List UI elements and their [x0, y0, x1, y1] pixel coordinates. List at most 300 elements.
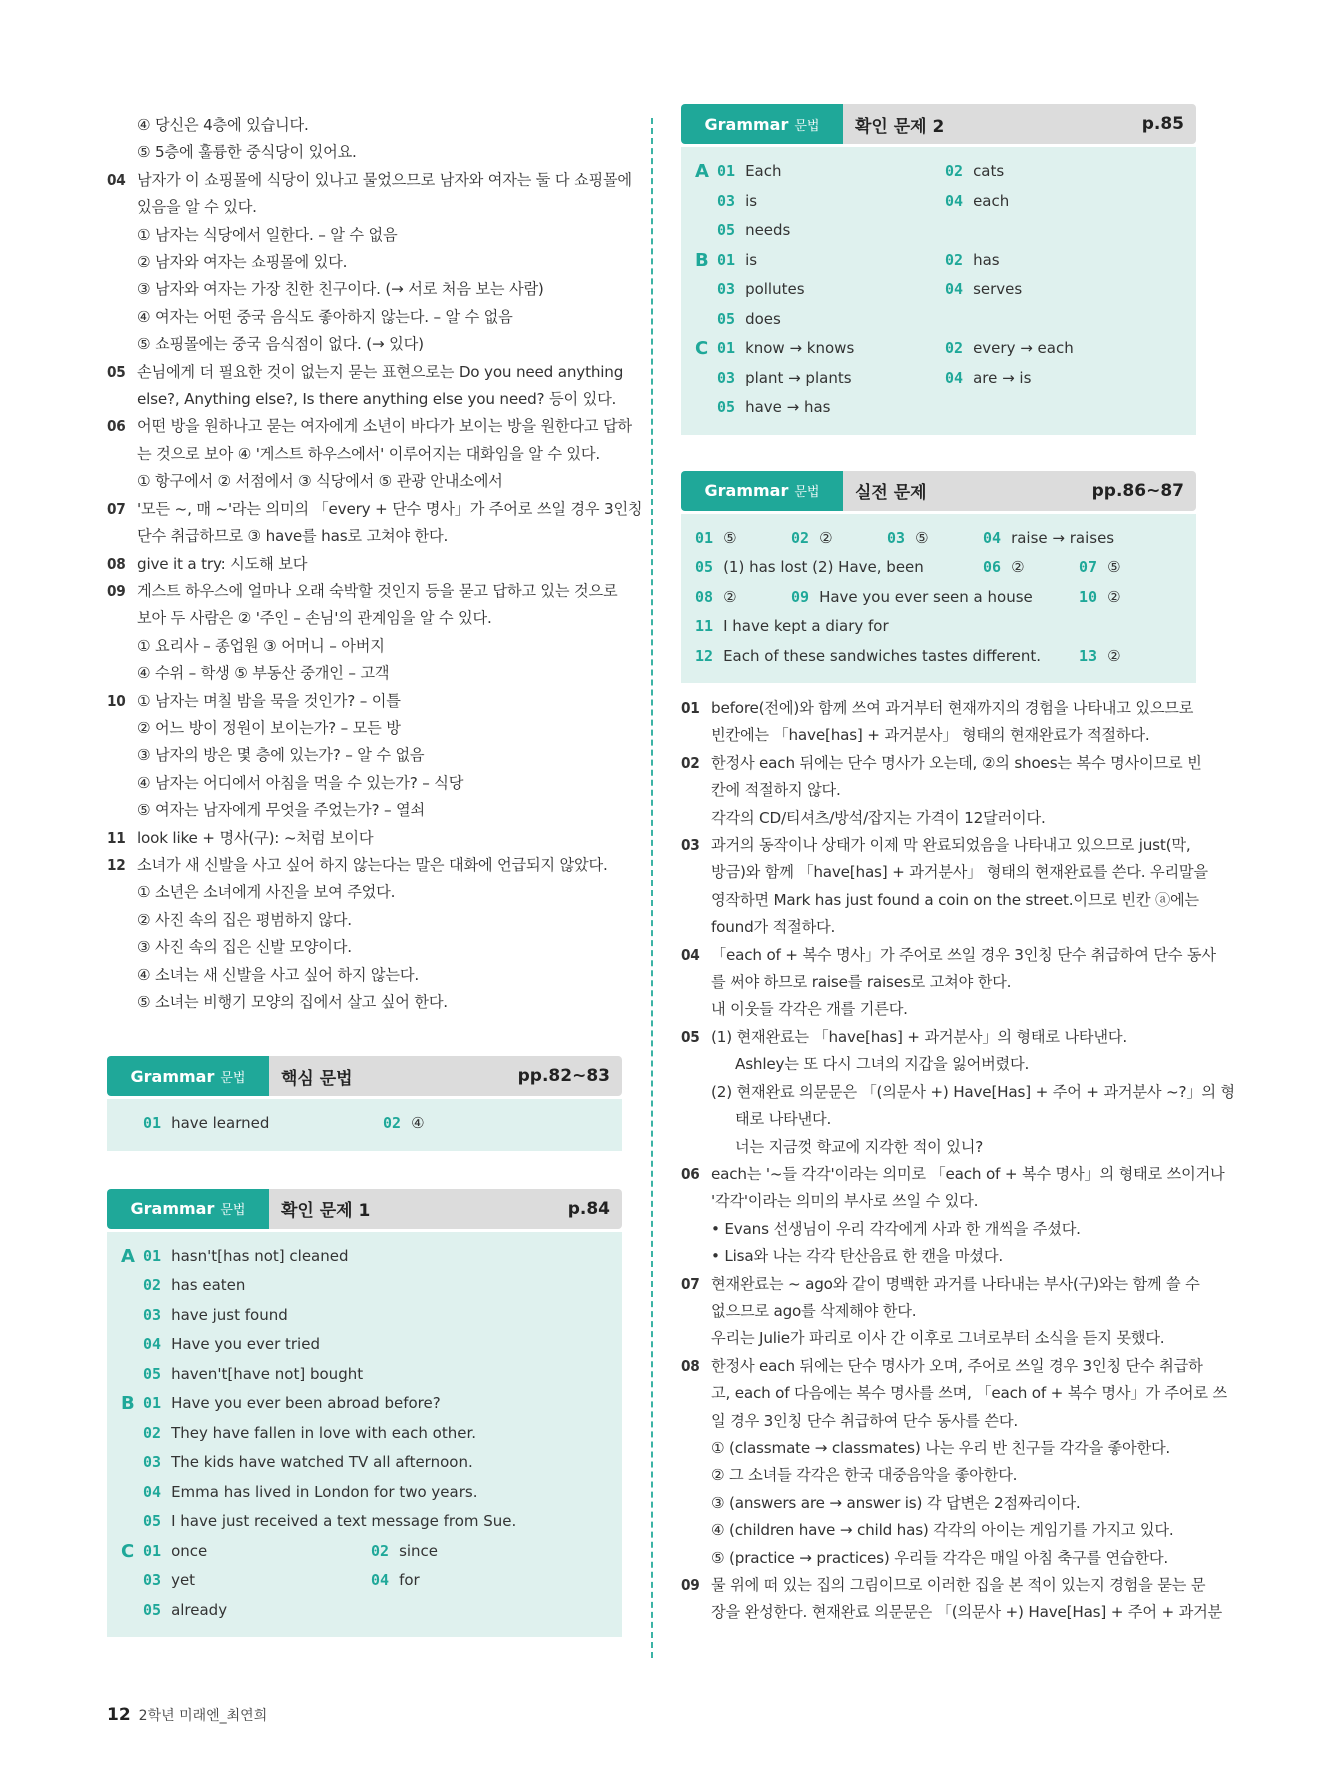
explanation-line	[107, 249, 622, 276]
explanation-line	[681, 1216, 1196, 1243]
item-number: 02	[681, 753, 700, 772]
line-text: 어떤 방을 원하나고 묻는 여자에게 소년이 바다가 보이는 방을 원한다고 답하	[137, 417, 632, 436]
answer-number: 04	[945, 191, 964, 210]
explanation-line	[107, 715, 622, 742]
section-header	[681, 104, 1196, 144]
item-number: 08	[107, 554, 126, 573]
answer-row	[695, 157, 1196, 187]
part-letter	[695, 275, 717, 305]
line-text: 우리는 Julie가 파리로 이사 간 이후로 그녀로부터 소식을 듣지 못했다.	[711, 1329, 1165, 1348]
answer-row	[695, 246, 1196, 276]
section-check-2	[681, 104, 1196, 435]
item-number: 09	[107, 581, 126, 600]
answer-text: ②	[1011, 558, 1025, 576]
part-letter	[695, 305, 717, 335]
line-text: 장을 완성한다. 현재완료 의문문은 「(의문사 +) Have[Has] + 주어 + 과거분	[711, 1603, 1223, 1622]
part-letter	[121, 1109, 143, 1139]
explanation-line	[681, 942, 1216, 969]
line-text: ④ (children have → child has) 각각의 아이는 게임기를 가지고 있다.	[711, 1521, 1174, 1540]
answer-number: 04	[143, 1335, 162, 1354]
explanation-line	[107, 989, 622, 1016]
munbeop-word: 문법	[220, 1070, 246, 1086]
answer-number: 03	[717, 191, 736, 210]
answer-item	[143, 1109, 383, 1139]
line-text: '모든 ~, 매 ~'라는 의미의 「every + 단수 명사」가 주어로 쓰일 경우 3인칭	[137, 499, 643, 518]
answer-item	[717, 275, 945, 305]
answer-row	[695, 583, 1196, 613]
answer-text: yet	[171, 1571, 196, 1590]
explanation-line	[681, 1517, 1196, 1544]
answer-item	[1079, 642, 1175, 672]
answer-text: know → knows	[745, 339, 855, 357]
explanation-line	[681, 887, 1199, 914]
left-explanations	[107, 112, 643, 1016]
answer-text: each	[973, 191, 1010, 210]
answer-text: Emma has lived in London for two years.	[171, 1482, 478, 1501]
answer-item	[717, 334, 945, 364]
explanation-line	[107, 633, 622, 660]
answer-text: pollutes	[745, 280, 805, 298]
item-number: 06	[107, 417, 126, 436]
answer-row	[121, 1389, 622, 1419]
answer-item	[695, 553, 983, 583]
line-text: give it a try: 시도해 보다	[137, 554, 308, 573]
section-page-ref: p.84	[567, 1198, 610, 1219]
answer-text: serves	[973, 280, 1023, 298]
answer-text: is	[745, 191, 758, 210]
line-text: ③ 남자의 방은 몇 층에 있는가? – 알 수 없음	[137, 746, 425, 765]
answer-text: The kids have watched TV all afternoon.	[171, 1453, 473, 1472]
item-number: 08	[681, 1356, 700, 1375]
item-number: 12	[107, 855, 126, 874]
explanation-line	[107, 852, 622, 879]
answer-number: 01	[143, 1114, 162, 1133]
answer-number: 05	[717, 309, 736, 328]
part-letter	[695, 364, 717, 394]
explanation-line	[681, 1079, 1235, 1106]
answer-text: I have kept a diary for	[723, 617, 889, 635]
line-text: ⑤ (practice → practices) 우리들 각각은 매일 아침 축구를 연습한다.	[711, 1548, 1169, 1567]
line-text: ① 남자는 며칠 밤을 묵을 것인가? – 이틀	[137, 691, 401, 710]
line-text: 소녀가 새 신발을 사고 싶어 하지 않는다는 말은 대화에 언급되지 않았다.	[137, 855, 608, 874]
answer-item	[945, 275, 1145, 305]
section-page-ref: pp.82~83	[517, 1066, 610, 1087]
answer-item	[945, 246, 1145, 276]
line-text: 현재완료는 ~ ago와 같이 명백한 과거를 나타내는 부사(구)와는 함께 쓸 수	[711, 1274, 1200, 1293]
answer-number: 03	[717, 280, 736, 298]
explanation-line	[107, 797, 622, 824]
answer-item	[983, 553, 1079, 583]
answer-row	[695, 553, 1196, 583]
line-text: Ashley는 또 다시 그녀의 지갑을 잃어버렸다.	[735, 1055, 1030, 1074]
line-text: 「each of + 복수 명사」가 주어로 쓰일 경우 3인칭 단수 취급하여 단수 동사	[711, 945, 1216, 964]
answer-text: Each of these sandwiches tastes different.	[723, 646, 1041, 665]
item-number: 10	[107, 691, 126, 710]
answer-number: 01	[143, 1541, 162, 1560]
explanation-line	[107, 660, 622, 687]
section-header	[681, 471, 1196, 511]
answer-text: ④	[411, 1114, 425, 1133]
item-number: 05	[107, 362, 126, 381]
answer-item	[371, 1537, 571, 1567]
answer-text: has eaten	[171, 1276, 246, 1295]
answer-row	[695, 216, 1196, 246]
item-number: 04	[681, 945, 700, 964]
answer-item	[945, 187, 1145, 217]
part-letter	[121, 1360, 143, 1390]
line-text: look like + 명사(구): ~처럼 보이다	[137, 828, 374, 847]
answer-number: 03	[143, 1453, 162, 1472]
explanation-line	[107, 523, 622, 550]
answer-row	[695, 642, 1196, 672]
answer-row	[695, 524, 1196, 554]
answer-text: ②	[819, 528, 833, 547]
part-letter	[695, 187, 717, 217]
answer-number: 02	[371, 1541, 390, 1560]
section-page-ref: p.85	[1141, 114, 1184, 134]
answer-row	[121, 1419, 622, 1449]
item-number: 03	[681, 836, 700, 855]
answer-number: 06	[983, 558, 1002, 576]
answer-item	[143, 1360, 371, 1390]
explanation-line	[681, 750, 1202, 777]
grammar-word: Grammar	[704, 114, 789, 134]
item-number: 07	[107, 499, 126, 518]
answer-item	[945, 157, 1145, 187]
right-column	[681, 112, 1235, 1627]
answer-number: 04	[945, 368, 964, 387]
explanation-line	[681, 1380, 1227, 1407]
answer-number: 01	[143, 1246, 162, 1265]
section-header	[107, 1056, 622, 1096]
line-text: 내 이웃들 각각은 개를 기른다.	[711, 1000, 908, 1019]
answer-number: 05	[143, 1600, 162, 1619]
line-text: 일 경우 3인칭 단수 취급하여 단수 동사를 쓴다.	[711, 1411, 1018, 1430]
answer-item	[143, 1566, 371, 1596]
line-text: '각각'이라는 의미의 부사로 쓰일 수 있다.	[711, 1192, 979, 1211]
answer-number: 03	[143, 1571, 162, 1590]
explanation-line	[681, 1325, 1196, 1352]
answer-number: 04	[945, 280, 964, 298]
explanation-line	[107, 907, 622, 934]
line-text: ① 요리사 – 종업원 ③ 어머니 – 아버지	[137, 636, 385, 655]
answer-row	[695, 275, 1196, 305]
answer-number: 02	[945, 250, 964, 269]
grammar-word: Grammar	[130, 1066, 215, 1086]
answer-number: 02	[791, 528, 810, 547]
explanation-line	[107, 139, 622, 166]
explanation-line	[107, 194, 622, 221]
line-text: ⑤ 쇼핑몰에는 중국 음식점이 없다. (→ 있다)	[137, 335, 424, 354]
line-text: 는 것으로 보아 ④ '게스트 하우스에서' 이루어지는 대화임을 알 수 있다.	[137, 444, 600, 463]
answer-number: 02	[143, 1276, 162, 1295]
line-text: 단수 취급하므로 ③ have를 has로 고쳐야 한다.	[137, 527, 449, 546]
line-text: ② 어느 방이 정원이 보이는가? – 모든 방	[137, 718, 401, 737]
explanation-line	[107, 578, 622, 605]
explanation-line	[681, 695, 1196, 722]
answer-text: are → is	[973, 368, 1032, 387]
answer-item	[143, 1330, 371, 1360]
item-number: 07	[681, 1274, 700, 1293]
answer-item	[143, 1389, 441, 1419]
answer-item	[143, 1537, 371, 1567]
answer-item	[717, 246, 945, 276]
answer-row	[121, 1271, 622, 1301]
line-text: 너는 지금껏 학교에 지각한 적이 있니?	[735, 1137, 984, 1156]
right-explanations	[681, 695, 1235, 1627]
answer-row	[695, 393, 1196, 423]
item-number: 09	[681, 1576, 700, 1594]
answer-number: 03	[143, 1305, 162, 1324]
part-letter: C	[695, 338, 709, 359]
footer-text: 2학년 미래엔_최연희	[138, 1708, 268, 1724]
answer-item	[1079, 553, 1175, 583]
line-text: 물 위에 떠 있는 집의 그림이므로 이러한 집을 본 적이 있는지 경험을 묻는 문	[711, 1576, 1206, 1594]
explanation-line	[681, 1490, 1196, 1517]
part-letter	[121, 1419, 143, 1449]
explanation-line	[107, 441, 622, 468]
part-letter	[121, 1566, 143, 1596]
section-core-grammar	[107, 1056, 622, 1151]
explanation-line	[681, 1271, 1200, 1298]
line-text: ④ 당신은 4층에 있습니다.	[137, 116, 309, 134]
part-letter	[121, 1330, 143, 1360]
answer-text: raise → raises	[1011, 528, 1115, 547]
line-text: ③ 남자와 여자는 가장 친한 친구이다. (→ 서로 처음 보는 사람)	[137, 280, 544, 299]
answer-item	[791, 583, 1079, 613]
answer-text: Each	[745, 162, 782, 180]
explanation-line	[107, 468, 622, 495]
explanation-line	[107, 331, 622, 358]
explanation-line	[681, 1051, 1196, 1078]
answer-item	[695, 612, 1135, 642]
section-page-ref: pp.86~87	[1091, 480, 1184, 501]
grammar-word: Grammar	[130, 1199, 215, 1219]
line-text: ③ 사진 속의 집은 신발 모양이다.	[137, 938, 352, 957]
line-text: each는 '~들 각각'이라는 의미로 「each of + 복수 명사」의 형태로 쓰이거나	[711, 1164, 1225, 1183]
line-text: found가 적절하다.	[711, 918, 836, 937]
part-letter	[121, 1507, 143, 1537]
explanation-line	[681, 1545, 1196, 1572]
line-text: ④ 수위 – 학생 ⑤ 부동산 중개인 – 고객	[137, 664, 390, 683]
answer-item	[143, 1478, 478, 1508]
answer-text: since	[399, 1541, 439, 1560]
answer-box	[107, 1099, 622, 1151]
line-text: (1) 현재완료는 「have[has] + 과거분사」의 형태로 나타낸다.	[711, 1027, 1127, 1046]
answer-text: once	[171, 1541, 208, 1560]
answer-row	[121, 1596, 622, 1626]
explanation-line	[681, 1572, 1206, 1599]
grammar-label	[681, 104, 843, 144]
answer-item	[1079, 583, 1175, 613]
line-text: 각각의 CD/티셔츠/방석/잡지는 가격이 12달러이다.	[711, 808, 1046, 827]
answer-box	[681, 514, 1196, 684]
answer-item	[717, 393, 945, 423]
answer-text: (1) has lost (2) Have, been	[723, 558, 924, 576]
answer-item	[143, 1301, 371, 1331]
answer-number: 05	[143, 1512, 162, 1531]
line-text: ④ 여자는 어떤 중국 음식도 좋아하지 않는다. – 알 수 없음	[137, 307, 513, 326]
section-title: 확인 문제 2	[855, 116, 945, 137]
answer-item	[143, 1596, 371, 1626]
answer-item	[383, 1109, 583, 1139]
answer-text: They have fallen in love with each other.	[171, 1423, 477, 1442]
line-text: 한정사 each 뒤에는 단수 명사가 오며, 주어로 쓰일 경우 3인칭 단수 취급하	[711, 1356, 1203, 1375]
answer-row	[695, 364, 1196, 394]
answer-box	[107, 1232, 622, 1638]
answer-text: have learned	[171, 1114, 270, 1133]
answer-number: 02	[945, 162, 964, 180]
munbeop-word: 문법	[794, 118, 820, 134]
explanation-line	[681, 996, 1196, 1023]
line-text: 남자가 이 쇼핑몰에 식당이 있나고 물었으므로 남자와 여자는 둘 다 쇼핑몰에	[137, 170, 632, 189]
explanation-line	[107, 304, 622, 331]
section-title: 확인 문제 1	[281, 1201, 371, 1222]
explanation-line	[107, 386, 622, 413]
answer-number: 04	[143, 1482, 162, 1501]
explanation-line	[681, 805, 1196, 832]
part-letter: A	[121, 1245, 135, 1267]
item-number: 06	[681, 1164, 700, 1183]
answer-text: ②	[723, 587, 737, 606]
answer-text: ②	[1107, 587, 1121, 606]
explanation-line	[107, 742, 622, 769]
part-letter: A	[695, 161, 709, 182]
answer-text: has	[973, 250, 1000, 269]
line-text: 없으므로 ago를 삭제해야 한다.	[711, 1301, 917, 1320]
page-footer	[107, 1705, 267, 1725]
item-number: 05	[681, 1027, 700, 1046]
answer-number: 01	[143, 1394, 162, 1413]
explanation-line	[681, 1161, 1225, 1188]
answer-item	[371, 1566, 571, 1596]
answer-number: 05	[695, 558, 714, 576]
explanation-line	[107, 496, 643, 523]
answer-number: 02	[143, 1423, 162, 1442]
explanation-line	[681, 777, 1196, 804]
item-number: 01	[681, 699, 700, 717]
munbeop-word: 문법	[220, 1203, 246, 1219]
answer-row	[121, 1301, 622, 1331]
line-text: ⑤ 여자는 남자에게 무엇을 주었는가? – 열쇠	[137, 801, 425, 820]
answer-item	[143, 1242, 371, 1272]
answer-text: ⑤	[915, 528, 929, 547]
answer-item	[695, 642, 1079, 672]
section-title: 핵심 문법	[281, 1068, 353, 1089]
explanation-line	[107, 770, 622, 797]
answer-row	[695, 305, 1196, 335]
answer-number: 02	[383, 1114, 402, 1133]
explanation-line	[107, 688, 622, 715]
answer-row	[121, 1507, 622, 1537]
explanation-line	[681, 1599, 1223, 1626]
answer-item	[143, 1271, 371, 1301]
answer-row	[695, 334, 1196, 364]
line-text: 있음을 알 수 있다.	[137, 198, 257, 217]
answer-text: already	[171, 1600, 228, 1619]
explanation-line	[681, 1106, 1196, 1133]
explanation-line	[107, 413, 632, 440]
answer-number: 04	[371, 1571, 390, 1590]
explanation-line	[107, 112, 622, 139]
answer-number: 10	[1079, 587, 1098, 606]
line-text: ② 남자와 여자는 쇼핑몰에 있다.	[137, 253, 348, 272]
explanation-line	[107, 934, 622, 961]
line-text: ⑤ 5층에 훌륭한 중식당이 있어요.	[137, 143, 357, 162]
explanation-line	[107, 359, 622, 386]
answer-row	[121, 1360, 622, 1390]
explanation-line	[107, 962, 622, 989]
explanation-line	[107, 605, 622, 632]
answer-item	[887, 524, 983, 554]
answer-number: 01	[717, 250, 736, 269]
part-letter	[121, 1301, 143, 1331]
line-text: ① 항구에서 ② 서점에서 ③ 식당에서 ⑤ 관광 안내소에서	[137, 472, 503, 491]
line-text: 영작하면 Mark has just found a coin on the street.이므로 빈칸 ⓐ에는	[711, 890, 1199, 909]
answer-number: 09	[791, 587, 810, 606]
line-text: ④ 소녀는 새 신발을 사고 싶어 하지 않는다.	[137, 965, 419, 984]
section-title-bar	[843, 104, 1196, 144]
line-text: 를 써야 하므로 raise를 raises로 고쳐야 한다.	[711, 973, 1012, 992]
answer-text: Have you ever been abroad before?	[171, 1394, 441, 1413]
answer-item	[717, 157, 945, 187]
answer-row	[695, 612, 1196, 642]
line-text: • Evans 선생님이 우리 각각에게 사과 한 개씩을 주셨다.	[711, 1219, 1081, 1238]
answer-number: 01	[695, 528, 714, 547]
answer-text: Have you ever seen a house	[819, 587, 1033, 606]
part-letter	[121, 1596, 143, 1626]
explanation-line	[681, 1298, 1196, 1325]
explanation-line	[107, 167, 632, 194]
answer-row	[121, 1566, 622, 1596]
left-column	[107, 112, 643, 1637]
explanation-line	[681, 859, 1208, 886]
answer-text: every → each	[973, 339, 1074, 357]
line-text: ① (classmate → classmates) 나는 우리 반 친구들 각각을 좋아한다.	[711, 1438, 1171, 1457]
answer-text: ⑤	[723, 528, 737, 547]
answer-number: 05	[717, 221, 736, 239]
explanation-line	[681, 1188, 1196, 1215]
part-letter: B	[695, 249, 709, 271]
part-letter	[695, 393, 717, 423]
explanation-line	[681, 1134, 1196, 1161]
explanation-line	[107, 879, 622, 906]
line-text: 과거의 동작이나 상태가 이제 막 완료되었음을 나타내고 있으므로 just(막,	[711, 836, 1191, 855]
line-text: 칸에 적절하지 않다.	[711, 781, 841, 800]
line-text: (2) 현재완료 의문문은 「(의문사 +) Have[Has] + 주어 + 과거분사 ~?」의 형	[711, 1082, 1235, 1101]
answer-row	[121, 1109, 622, 1139]
line-text: 보아 두 사람은 ② '주인 – 손님'의 관계임을 알 수 있다.	[137, 609, 492, 628]
answer-number: 13	[1079, 646, 1098, 665]
grammar-label	[107, 1056, 269, 1096]
section-title-bar	[269, 1056, 622, 1096]
answer-item	[695, 524, 791, 554]
answer-text: plant → plants	[745, 368, 852, 387]
answer-item	[945, 334, 1145, 364]
answer-number: 07	[1079, 558, 1098, 576]
answer-item	[717, 187, 945, 217]
answer-item	[143, 1507, 517, 1537]
part-letter	[121, 1271, 143, 1301]
line-text: else?, Anything else?, Is there anything else you need? 등이 있다.	[137, 390, 617, 409]
explanation-line	[681, 1243, 1196, 1270]
answer-number: 05	[717, 398, 736, 416]
answer-text: I have just received a text message from Sue.	[171, 1512, 517, 1531]
section-title-bar	[843, 471, 1196, 511]
answer-row	[695, 187, 1196, 217]
section-check-1	[107, 1189, 622, 1638]
answer-text: does	[745, 309, 781, 328]
